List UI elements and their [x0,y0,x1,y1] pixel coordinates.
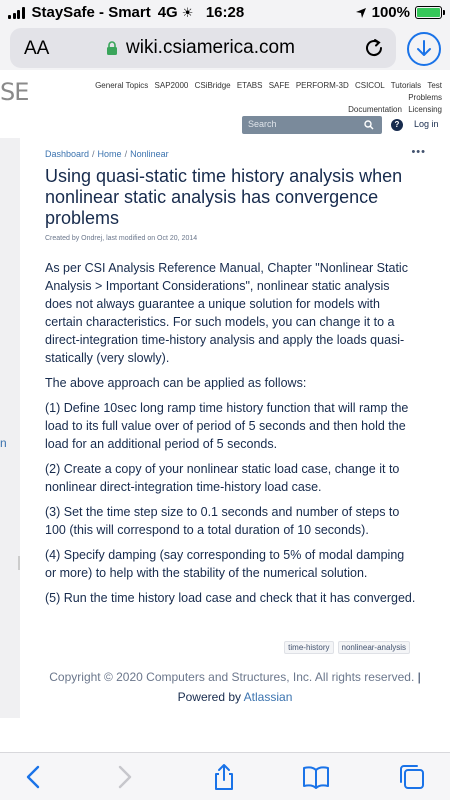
nav-safe[interactable]: SAFE [268,81,290,90]
step-4: (4) Specify damping (say corresponding to 5% of modal damping or more) to help with the stability of the numerical solution. [45,548,405,580]
network-type: 4G [157,4,178,21]
battery-percent: 100% [371,4,410,21]
bookmarks-icon[interactable] [302,763,330,791]
clock: 16:28 [205,4,245,21]
article-body [45,259,417,614]
sidebar-edge [0,138,20,718]
page-footer [45,667,425,707]
lock-icon [106,41,118,55]
location-icon [355,7,367,19]
text-size-button[interactable]: AA [24,38,50,59]
back-icon[interactable] [20,763,48,791]
url-text[interactable]: wiki.csiamerica.com [126,37,295,58]
label-list [284,641,410,654]
step-3: (3) Set the time step size to 0.1 seconds and number of steps to 100 (this will correspond to a total duration of 10 seconds). [45,505,400,537]
activity-icon: ☀ [181,4,194,20]
step-2: (2) Create a copy of your nonlinear static load case, change it to nonlinear direct-integration time-history load case. [45,462,400,494]
help-icon[interactable]: ? [391,119,403,131]
nav-csibridge[interactable]: CSiBridge [194,81,231,90]
login-link[interactable]: Log in [414,119,439,129]
label-nonlinear-analysis[interactable]: nonlinear-analysis [338,641,410,654]
page-content [20,138,450,718]
status-right [355,4,442,21]
step-5: (5) Run the time history load case and check that it has converged. [45,591,416,605]
address-bar-area [0,26,450,70]
status-bar [0,0,450,26]
breadcrumb-dashboard[interactable]: Dashboard [45,149,90,159]
search-row [0,114,450,136]
browser-toolbar [0,752,450,800]
share-icon[interactable] [210,763,238,791]
nav-tutorials[interactable]: Tutorials [390,81,422,90]
nav-licensing[interactable]: Licensing [408,105,442,114]
nav-documentation[interactable]: Documentation [348,105,402,114]
powered-by-text: Powered by [177,690,244,704]
search-input[interactable] [242,116,382,134]
paragraph-approach: The above approach can be applied as follows: [45,376,307,390]
nav-general-topics[interactable]: General Topics [95,81,149,90]
copyright-text: Copyright © 2020 Computers and Structures, Inc. All rights reserved. [49,670,415,684]
nav-csicol[interactable]: CSICOL [354,81,385,90]
carrier-name: StaySafe - Smart [31,4,151,21]
atlassian-link[interactable]: Atlassian [243,690,293,704]
breadcrumb-nonlinear[interactable]: Nonlinear [130,149,169,159]
breadcrumb-home[interactable]: Home [97,149,122,159]
download-icon [416,40,432,58]
site-logo[interactable]: SE [0,78,29,106]
nav-perform-3d[interactable]: PERFORM-3D [295,81,349,90]
download-button[interactable] [407,32,441,66]
page-title: Using quasi-static time history analysis when nonlinear static analysis has convergence problems [45,166,403,228]
address-bar[interactable] [10,28,396,68]
step-1: (1) Define 10sec long ramp time history function that will ramp the load to its full value over of period of 5 seconds and then hold the load for an additional period of 5 seconds. [45,401,409,451]
label-time-history[interactable]: time-history [284,641,333,654]
paragraph-intro: As per CSI Analysis Reference Manual, Chapter "Nonlinear Static Analysis > Important Considerations", nonlinear static analysis does not always guarantee a unique solution for models with certain characteristics. For such models, you can change it to a direct-integration time-history analysis and apply the loads quasi-statically (very slowly). [45,261,408,365]
nav-test-problems[interactable]: Test Problems [408,81,442,102]
nav-etabs[interactable]: ETABS [236,81,263,90]
nav-sap2000[interactable]: SAP2000 [154,81,189,90]
forward-icon[interactable] [110,763,138,791]
more-actions-icon[interactable]: ••• [411,146,426,158]
footer-separator: | [414,670,421,684]
battery-icon [415,6,442,19]
sidebar-edge-text[interactable]: n [0,436,7,450]
search-icon[interactable] [364,120,374,130]
tabs-icon[interactable] [398,763,426,791]
search-placeholder: Search [248,119,277,129]
reload-icon[interactable] [362,36,386,60]
top-navigation [60,80,442,116]
page-metadata: Created by Ondrej, last modified on Oct 20, 2014 [45,235,198,242]
breadcrumb: Dashboard / Home / Nonlinear [45,149,169,159]
